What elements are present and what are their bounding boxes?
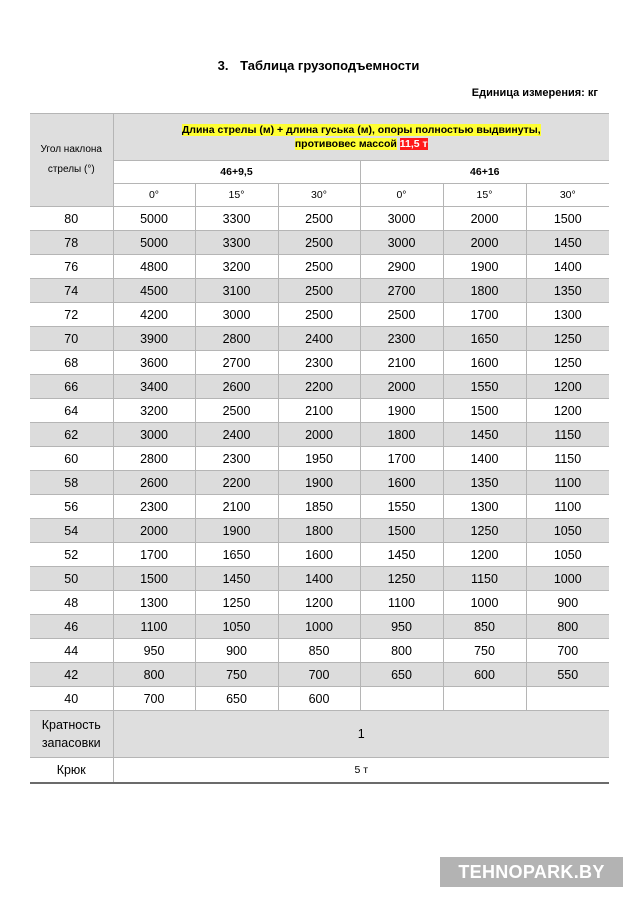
load-cell: 1200 <box>278 591 360 615</box>
load-cell: 2000 <box>278 423 360 447</box>
load-cell: 1150 <box>526 423 609 447</box>
load-cell: 800 <box>526 615 609 639</box>
load-cell: 1450 <box>443 423 526 447</box>
load-cell: 1600 <box>443 351 526 375</box>
load-cell: 1450 <box>526 231 609 255</box>
load-cell: 1300 <box>113 591 195 615</box>
angle-cell: 50 <box>30 567 113 591</box>
load-cell <box>443 687 526 711</box>
load-cell: 1450 <box>195 567 278 591</box>
offset-header: 0° <box>360 184 443 207</box>
load-cell: 2800 <box>195 327 278 351</box>
load-cell: 3200 <box>113 399 195 423</box>
angle-header: Угол наклона стрелы (°) <box>30 114 113 207</box>
group-header: 46+9,5 <box>113 161 360 184</box>
load-cell: 1400 <box>526 255 609 279</box>
section-number: 3. <box>217 58 229 73</box>
config-header-line1: Длина стрелы (м) + длина гуська (м), опоры полностью выдвинуты, <box>181 124 541 136</box>
load-cell: 2300 <box>278 351 360 375</box>
load-cell: 3400 <box>113 375 195 399</box>
load-cell: 2700 <box>195 351 278 375</box>
load-cell: 2000 <box>113 519 195 543</box>
load-cell: 1200 <box>443 543 526 567</box>
reeving-label <box>30 711 113 758</box>
section-heading <box>0 58 637 73</box>
angle-cell: 40 <box>30 687 113 711</box>
load-cell: 2600 <box>113 471 195 495</box>
table-row <box>30 375 609 399</box>
load-cell: 1350 <box>443 471 526 495</box>
load-cell: 650 <box>360 663 443 687</box>
load-cell: 3000 <box>195 303 278 327</box>
load-cell: 1000 <box>278 615 360 639</box>
table-row <box>30 471 609 495</box>
load-cell <box>526 687 609 711</box>
load-cell: 2000 <box>360 375 443 399</box>
load-cell: 1200 <box>526 399 609 423</box>
load-cell: 1800 <box>360 423 443 447</box>
table-row <box>30 615 609 639</box>
load-cell: 2500 <box>195 399 278 423</box>
load-cell: 1500 <box>360 519 443 543</box>
table-row <box>30 327 609 351</box>
load-cell: 2800 <box>113 447 195 471</box>
load-cell: 1800 <box>278 519 360 543</box>
counterweight-value: 11,5 т <box>399 138 428 150</box>
load-cell: 3300 <box>195 207 278 231</box>
load-cell: 2200 <box>195 471 278 495</box>
load-cell: 1600 <box>278 543 360 567</box>
angle-cell: 42 <box>30 663 113 687</box>
load-cell: 1350 <box>526 279 609 303</box>
load-cell: 4800 <box>113 255 195 279</box>
offset-header: 15° <box>195 184 278 207</box>
load-cell: 1150 <box>443 567 526 591</box>
angle-cell: 74 <box>30 279 113 303</box>
watermark-logo: TEHNOPARK.BY <box>440 857 623 887</box>
load-cell: 1250 <box>195 591 278 615</box>
reeving-label-line2: запасовки <box>41 736 101 750</box>
table-row <box>30 639 609 663</box>
load-cell: 2500 <box>278 207 360 231</box>
table-row <box>30 519 609 543</box>
reeving-label-line1: Кратность <box>41 718 101 732</box>
reeving-row <box>30 711 609 758</box>
table-row <box>30 423 609 447</box>
load-cell: 900 <box>526 591 609 615</box>
table-row <box>30 351 609 375</box>
load-cell: 1500 <box>526 207 609 231</box>
load-cell: 2000 <box>443 207 526 231</box>
load-cell: 2700 <box>360 279 443 303</box>
angle-cell: 78 <box>30 231 113 255</box>
angle-cell: 76 <box>30 255 113 279</box>
load-cell: 4500 <box>113 279 195 303</box>
load-cell: 1500 <box>443 399 526 423</box>
load-cell: 3300 <box>195 231 278 255</box>
load-cell: 1700 <box>443 303 526 327</box>
load-cell: 1550 <box>443 375 526 399</box>
load-cell: 1100 <box>526 471 609 495</box>
angle-cell: 44 <box>30 639 113 663</box>
load-cell: 850 <box>443 615 526 639</box>
load-cell: 1900 <box>278 471 360 495</box>
load-cell: 950 <box>360 615 443 639</box>
load-cell: 2300 <box>360 327 443 351</box>
load-cell: 1250 <box>526 327 609 351</box>
offset-header: 30° <box>278 184 360 207</box>
group-header-row <box>30 161 609 184</box>
load-cell: 3100 <box>195 279 278 303</box>
load-cell <box>360 687 443 711</box>
load-cell: 2100 <box>195 495 278 519</box>
load-cell: 3000 <box>360 231 443 255</box>
reeving-value: 1 <box>113 711 609 758</box>
load-cell: 1550 <box>360 495 443 519</box>
load-cell: 2100 <box>278 399 360 423</box>
load-cell: 1800 <box>443 279 526 303</box>
load-cell: 800 <box>360 639 443 663</box>
hook-row <box>30 758 609 784</box>
load-cell: 3600 <box>113 351 195 375</box>
load-cell: 1100 <box>113 615 195 639</box>
load-cell: 2000 <box>443 231 526 255</box>
load-cell: 2600 <box>195 375 278 399</box>
load-cell: 1900 <box>360 399 443 423</box>
load-cell: 1700 <box>360 447 443 471</box>
offset-header: 30° <box>526 184 609 207</box>
angle-cell: 58 <box>30 471 113 495</box>
load-cell: 650 <box>195 687 278 711</box>
load-cell: 1500 <box>113 567 195 591</box>
table-row <box>30 447 609 471</box>
table-row <box>30 567 609 591</box>
table-row <box>30 495 609 519</box>
angle-cell: 66 <box>30 375 113 399</box>
load-cell: 1300 <box>526 303 609 327</box>
load-cell: 1700 <box>113 543 195 567</box>
load-cell: 1900 <box>443 255 526 279</box>
load-cell: 1000 <box>526 567 609 591</box>
load-cell: 900 <box>195 639 278 663</box>
angle-cell: 56 <box>30 495 113 519</box>
load-cell: 700 <box>113 687 195 711</box>
load-cell: 1400 <box>278 567 360 591</box>
table-row <box>30 279 609 303</box>
load-cell: 1200 <box>526 375 609 399</box>
load-cell: 5000 <box>113 207 195 231</box>
load-cell: 1100 <box>360 591 443 615</box>
load-cell: 1000 <box>443 591 526 615</box>
table-row <box>30 687 609 711</box>
table-row <box>30 231 609 255</box>
table-row <box>30 591 609 615</box>
hook-label: Крюк <box>30 758 113 784</box>
load-cell: 4200 <box>113 303 195 327</box>
load-cell: 1950 <box>278 447 360 471</box>
unit-label: Единица измерения: кг <box>471 87 598 99</box>
offset-header-row <box>30 184 609 207</box>
angle-cell: 48 <box>30 591 113 615</box>
offset-header: 0° <box>113 184 195 207</box>
load-cell: 2500 <box>278 231 360 255</box>
angle-cell: 70 <box>30 327 113 351</box>
load-cell: 2300 <box>113 495 195 519</box>
load-cell: 1050 <box>195 615 278 639</box>
load-cell: 3900 <box>113 327 195 351</box>
load-chart-table <box>30 113 609 784</box>
load-cell: 750 <box>195 663 278 687</box>
angle-cell: 72 <box>30 303 113 327</box>
load-cell: 2400 <box>278 327 360 351</box>
load-cell: 3000 <box>360 207 443 231</box>
load-cell: 3000 <box>113 423 195 447</box>
load-cell: 1850 <box>278 495 360 519</box>
load-cell: 1450 <box>360 543 443 567</box>
load-cell: 2300 <box>195 447 278 471</box>
table-row <box>30 207 609 231</box>
config-header <box>113 114 609 161</box>
load-cell: 1100 <box>526 495 609 519</box>
table-row <box>30 303 609 327</box>
table-row <box>30 543 609 567</box>
load-cell: 1650 <box>195 543 278 567</box>
load-cell: 2900 <box>360 255 443 279</box>
load-cell: 1250 <box>360 567 443 591</box>
table-row <box>30 255 609 279</box>
load-cell: 1650 <box>443 327 526 351</box>
load-cell: 2500 <box>278 279 360 303</box>
load-cell: 600 <box>278 687 360 711</box>
angle-cell: 62 <box>30 423 113 447</box>
load-cell: 2500 <box>360 303 443 327</box>
load-cell: 1600 <box>360 471 443 495</box>
load-cell: 2100 <box>360 351 443 375</box>
table-row <box>30 399 609 423</box>
load-cell: 700 <box>526 639 609 663</box>
load-cell: 600 <box>443 663 526 687</box>
load-cell: 1050 <box>526 543 609 567</box>
load-cell: 2200 <box>278 375 360 399</box>
load-cell: 1900 <box>195 519 278 543</box>
load-cell: 950 <box>113 639 195 663</box>
section-title: Таблица грузоподъемности <box>240 58 420 73</box>
load-cell: 1250 <box>443 519 526 543</box>
load-cell: 1050 <box>526 519 609 543</box>
load-cell: 750 <box>443 639 526 663</box>
load-cell: 1400 <box>443 447 526 471</box>
load-cell: 2400 <box>195 423 278 447</box>
load-cell: 800 <box>113 663 195 687</box>
table-body <box>30 207 609 711</box>
angle-cell: 60 <box>30 447 113 471</box>
angle-cell: 52 <box>30 543 113 567</box>
load-cell: 5000 <box>113 231 195 255</box>
angle-cell: 80 <box>30 207 113 231</box>
angle-cell: 54 <box>30 519 113 543</box>
load-cell: 1300 <box>443 495 526 519</box>
angle-cell: 46 <box>30 615 113 639</box>
angle-cell: 64 <box>30 399 113 423</box>
hook-value: 5 т <box>113 758 609 784</box>
load-cell: 3200 <box>195 255 278 279</box>
load-cell: 1250 <box>526 351 609 375</box>
offset-header: 15° <box>443 184 526 207</box>
load-cell: 2500 <box>278 303 360 327</box>
load-cell: 1150 <box>526 447 609 471</box>
load-cell: 700 <box>278 663 360 687</box>
config-header-line2: противовес массой <box>294 138 397 150</box>
load-cell: 2500 <box>278 255 360 279</box>
angle-cell: 68 <box>30 351 113 375</box>
table-row <box>30 663 609 687</box>
load-cell: 850 <box>278 639 360 663</box>
load-cell: 550 <box>526 663 609 687</box>
group-header: 46+16 <box>360 161 609 184</box>
